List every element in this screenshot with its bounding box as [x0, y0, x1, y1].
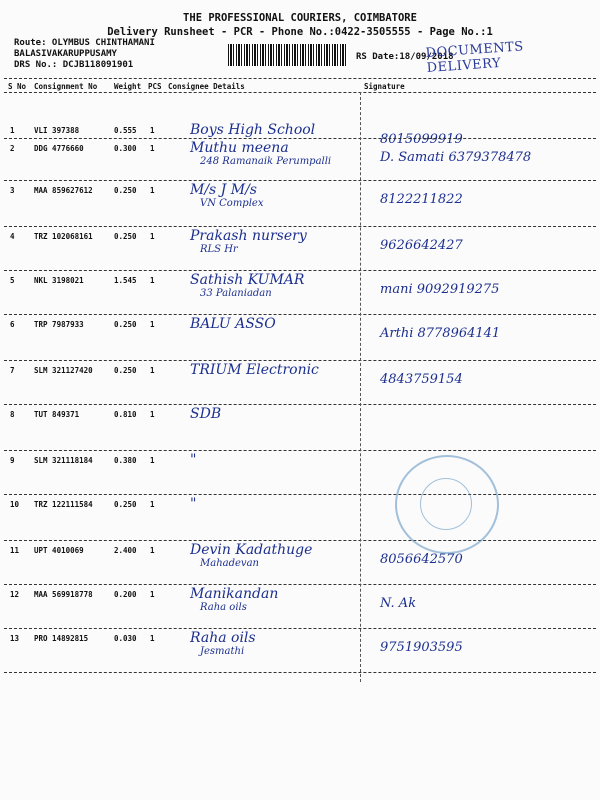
- row-pcs: 1: [150, 144, 155, 153]
- row-consignment-no: SLM 321118184: [34, 456, 93, 465]
- row-consignee-handwritten: Prakash nursery: [190, 228, 307, 244]
- row-pcs: 1: [150, 500, 155, 509]
- row-sno: 1: [10, 126, 15, 135]
- company-title: THE PROFESSIONAL COURIERS, COIMBATORE: [183, 12, 417, 24]
- row-pcs: 1: [150, 320, 155, 329]
- row-consignment-no: TRZ 102068161: [34, 232, 93, 241]
- row-weight: 0.300: [114, 144, 137, 153]
- company-seal-inner: [420, 478, 472, 530]
- row-pcs: 1: [150, 410, 155, 419]
- row-weight: 0.250: [114, 320, 137, 329]
- row-weight: 0.250: [114, 186, 137, 195]
- row-pcs: 1: [150, 634, 155, 643]
- row-sno: 7: [10, 366, 15, 375]
- row-sno: 12: [10, 590, 20, 599]
- row-signature-handwritten: 8056642570: [380, 552, 463, 567]
- row-sno: 3: [10, 186, 15, 195]
- col-weight: Weight: [114, 82, 142, 91]
- row-pcs: 1: [150, 590, 155, 599]
- row-weight: 1.545: [114, 276, 137, 285]
- delivery-boy: BALASIVAKARUPPUSAMY: [14, 49, 117, 59]
- row-consignment-no: NKL 3198021: [34, 276, 84, 285]
- row-signature-handwritten: N. Ak: [380, 596, 417, 611]
- row-consignment-no: TRZ 122111584: [34, 500, 93, 509]
- row-consignee-line2-handwritten: VN Complex: [200, 198, 264, 209]
- row-pcs: 1: [150, 186, 155, 195]
- row-pcs: 1: [150, 126, 155, 135]
- row-sno: 4: [10, 232, 15, 241]
- row-signature-handwritten: 8122211822: [380, 192, 463, 207]
- row-consignee-handwritten: Manikandan: [190, 586, 279, 602]
- row-pcs: 1: [150, 456, 155, 465]
- row-consignment-no: TUT 849371: [34, 410, 80, 419]
- row-signature-handwritten: Arthi 8778964141: [380, 326, 501, 341]
- row-consignee-handwritten: ": [190, 496, 197, 512]
- row-pcs: 1: [150, 276, 155, 285]
- documents-delivery-stamp: DOCUMENTS DELIVERY: [425, 39, 525, 77]
- route-label: Route: OLYMBUS CHINTHAMANI: [14, 38, 155, 48]
- row-separator: [4, 450, 596, 451]
- row-consignee-handwritten: Sathish KUMAR: [190, 272, 305, 288]
- row-weight: 2.400: [114, 546, 137, 555]
- col-signature: Signature: [364, 82, 405, 91]
- row-separator: [4, 494, 596, 495]
- row-sno: 6: [10, 320, 15, 329]
- rs-date: RS Date:18/09/2018: [356, 52, 454, 62]
- col-consignment: Consignment No: [34, 82, 98, 91]
- row-consignee-line2-handwritten: Mahadevan: [200, 558, 259, 569]
- drs-number: DRS No.: DCJB118091901: [14, 60, 134, 70]
- row-sno: 2: [10, 144, 15, 153]
- row-consignee-handwritten: Muthu meena: [190, 140, 289, 156]
- row-weight: 0.250: [114, 366, 137, 375]
- row-separator: [4, 314, 596, 315]
- row-weight: 0.250: [114, 500, 137, 509]
- row-consignee-handwritten: TRIUM Electronic: [190, 362, 319, 378]
- row-separator: [4, 672, 596, 673]
- row-separator: [4, 180, 596, 181]
- row-consignee-handwritten: Boys High School: [190, 122, 316, 138]
- row-sno: 9: [10, 456, 15, 465]
- col-pcs: PCS: [148, 82, 162, 91]
- row-sno: 5: [10, 276, 15, 285]
- row-signature-handwritten: 9751903595: [380, 640, 463, 655]
- row-separator: [4, 226, 596, 227]
- row-weight: 0.555: [114, 126, 137, 135]
- row-consignment-no: DDG 4776660: [34, 144, 84, 153]
- row-consignee-line2-handwritten: 33 Palaniadan: [200, 288, 272, 299]
- row-consignee-handwritten: ": [190, 452, 197, 468]
- barcode-image: [228, 44, 348, 66]
- row-separator: [4, 584, 596, 585]
- row-pcs: 1: [150, 366, 155, 375]
- col-sno: S No: [8, 82, 27, 91]
- row-weight: 0.200: [114, 590, 137, 599]
- row-signature-handwritten: 8015099919: [380, 132, 463, 147]
- row-signature-handwritten: D. Samati 6379378478: [380, 150, 532, 165]
- row-sno: 10: [10, 500, 20, 509]
- row-weight: 0.380: [114, 456, 137, 465]
- row-consignee-handwritten: Devin Kadathuge: [190, 542, 313, 558]
- row-consignment-no: MAA 859627612: [34, 186, 93, 195]
- row-sno: 8: [10, 410, 15, 419]
- row-consignment-no: MAA 569918778: [34, 590, 93, 599]
- row-consignee-handwritten: Raha oils: [190, 630, 256, 646]
- row-signature-handwritten: 9626642427: [380, 238, 463, 253]
- row-separator: [4, 404, 596, 405]
- row-consignee-line2-handwritten: 248 Ramanaik Perumpalli: [200, 156, 332, 167]
- row-weight: 0.250: [114, 232, 137, 241]
- row-pcs: 1: [150, 546, 155, 555]
- runsheet-title: Delivery Runsheet - PCR - Phone No.:0422-3505555 - Page No.:1: [107, 26, 493, 38]
- row-consignee-line2-handwritten: Raha oils: [200, 602, 247, 613]
- row-consignment-no: VLI 397388: [34, 126, 80, 135]
- row-separator: [4, 540, 596, 541]
- row-sno: 13: [10, 634, 20, 643]
- row-consignment-no: PRO 14892815: [34, 634, 89, 643]
- row-consignment-no: UPT 4010069: [34, 546, 84, 555]
- row-separator: [4, 360, 596, 361]
- col-consignee: Consignee Details: [168, 82, 245, 91]
- row-separator: [4, 628, 596, 629]
- row-weight: 0.030: [114, 634, 137, 643]
- row-signature-handwritten: 4843759154: [380, 372, 463, 387]
- row-consignee-handwritten: BALU ASSO: [190, 316, 276, 332]
- row-signature-handwritten: mani 9092919275: [380, 282, 500, 297]
- row-separator: [4, 270, 596, 271]
- row-consignment-no: SLM 321127420: [34, 366, 93, 375]
- row-sno: 11: [10, 546, 20, 555]
- row-pcs: 1: [150, 232, 155, 241]
- row-consignment-no: TRP 7987933: [34, 320, 84, 329]
- row-consignee-handwritten: M/s J M/s: [190, 182, 257, 198]
- row-weight: 0.810: [114, 410, 137, 419]
- row-consignee-line2-handwritten: RLS Hr: [200, 244, 238, 255]
- signature-divider: [360, 92, 361, 682]
- row-consignee-line2-handwritten: Jesmathi: [200, 646, 245, 657]
- row-consignee-handwritten: SDB: [190, 406, 222, 422]
- row-separator: [4, 138, 596, 139]
